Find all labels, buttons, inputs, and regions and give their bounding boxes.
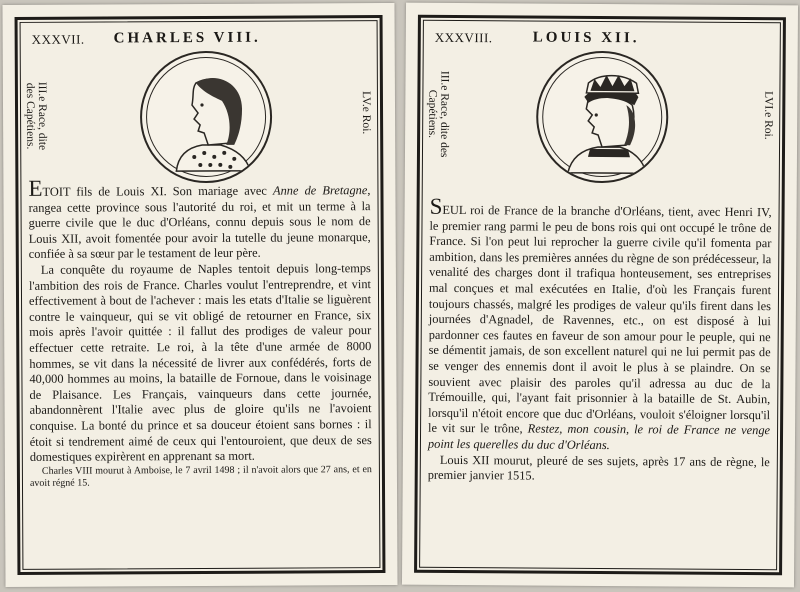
charles-viii-portrait-icon	[142, 53, 271, 182]
drop-cap: S	[429, 193, 443, 219]
biography-paragraph-1: ETOIT fils de Louis XI. Son mariage avec Anne de Bretagne, rangea cette province sous l'autorité du roi, et mit un terme à la guerre civile que le duc d'Orléans, connu depuis sous le nom de Louis XII, avoit fomentée pour avoir la tutelle du jeune monarque, confiée à sa sœur par le testament de leur père.	[28, 175, 371, 262]
portrait-medallion	[140, 51, 273, 184]
king-name: LOUIS XII.	[532, 29, 640, 47]
death-note: Louis XII mourut, pleuré de ses sujets, après 17 ans de règne, le premier janvier 1515.	[427, 452, 770, 483]
death-note: Charles VIII mourut à Amboise, le 7 avril 1498 ; il n'avoit alors que 27 ans, et en avoit régné 15.	[29, 463, 372, 489]
card-number: XXXVII.	[31, 31, 85, 47]
drop-cap: E	[28, 175, 43, 201]
biography-text	[427, 193, 772, 486]
card-charles-viii	[2, 3, 397, 587]
card-number: XXXVIII.	[434, 29, 493, 46]
dynasty-label: III.e Race, dite des Capétiens.	[23, 81, 49, 151]
louis-xii-portrait-icon	[538, 53, 667, 182]
biography-paragraph-1: SEUL roi de France de la branche d'Orléans, tient, avec Henri IV, le premier rang parmi le peu de bons rois qui ont occupé le trône de France. Si l'on peut lui reprocher la guerre civile qu'il fomenta par ambition, dans les premières années du règne de son prédécesseur, la venalité des charges dont il trafiqua honteusement, ses entreprises mal conçues et mal exécutées en Italie, d'où les Français furent toujours chassés, malgré les prodiges de valeur qu'ils firent dans les journées d'Agnadel, de Ravennes, etc., on est disposé à lui pardonner ces fautes en faveur de son amour pour le peuple, qui ne se démentit jamais, de son excellent naturel qui ne lui permit pas de se venger des ennemis dont il avoit le plus à se plaindre. On se souvient avec plaisir des paroles qu'il adressa au duc de la Trémouille, qui, l'ayant fait prisonnier à la bataille de St. Aubin, lorsqu'il n'étoit encore que duc d'Orléans, vouloit s'éloigner lorsqu'il le vit sur le trône, Restez, mon cousin, le roi de France ne venge point les querelles du duc d'Orléans.	[427, 193, 772, 452]
king-rank: LVI.e Roi.	[762, 90, 775, 140]
king-rank: LV.e Roi.	[359, 91, 373, 135]
portrait-medallion	[536, 51, 669, 184]
biography-text	[28, 175, 372, 489]
card-frame	[414, 15, 786, 576]
card-frame	[15, 15, 386, 575]
biography-paragraph-2: La conquête du royaume de Naples tentoit depuis long-temps l'ambition des rois de France. Charles voulut l'entreprendre, et vint effectivement à bout de l'achever : mais les etats d'Italie se liguèrent contre le vainqueur, qui se vit obligé de retourner en France, six mois après l'avoir quittée : il fallut des prodiges de valeur pour effectuer cette retraite. Le roi, à la tête d'une armée de 8000 hommes, se vit dans la nécessité de livrer aux confédérés, forts de 40,000 hommes au moins, la bataille de Fornoue, dans le voisinage de Plaisance. Les Français, vainqueurs dans cette journée, abandonnèrent l'Italie avec plus de gloire qu'ils ne l'avoient conquise. La bonté du prince et sa douceur étoient sans bornes : il étoit si tendrement aimé de ceux qui l'entouroient, que deux de ses domestiques expirèrent en apprenant sa mort.	[28, 261, 372, 464]
dynasty-label: III.e Race, dite des Capétiens.	[426, 70, 451, 158]
card-louis-xii	[402, 3, 798, 588]
king-name: CHARLES VIII.	[113, 29, 261, 47]
